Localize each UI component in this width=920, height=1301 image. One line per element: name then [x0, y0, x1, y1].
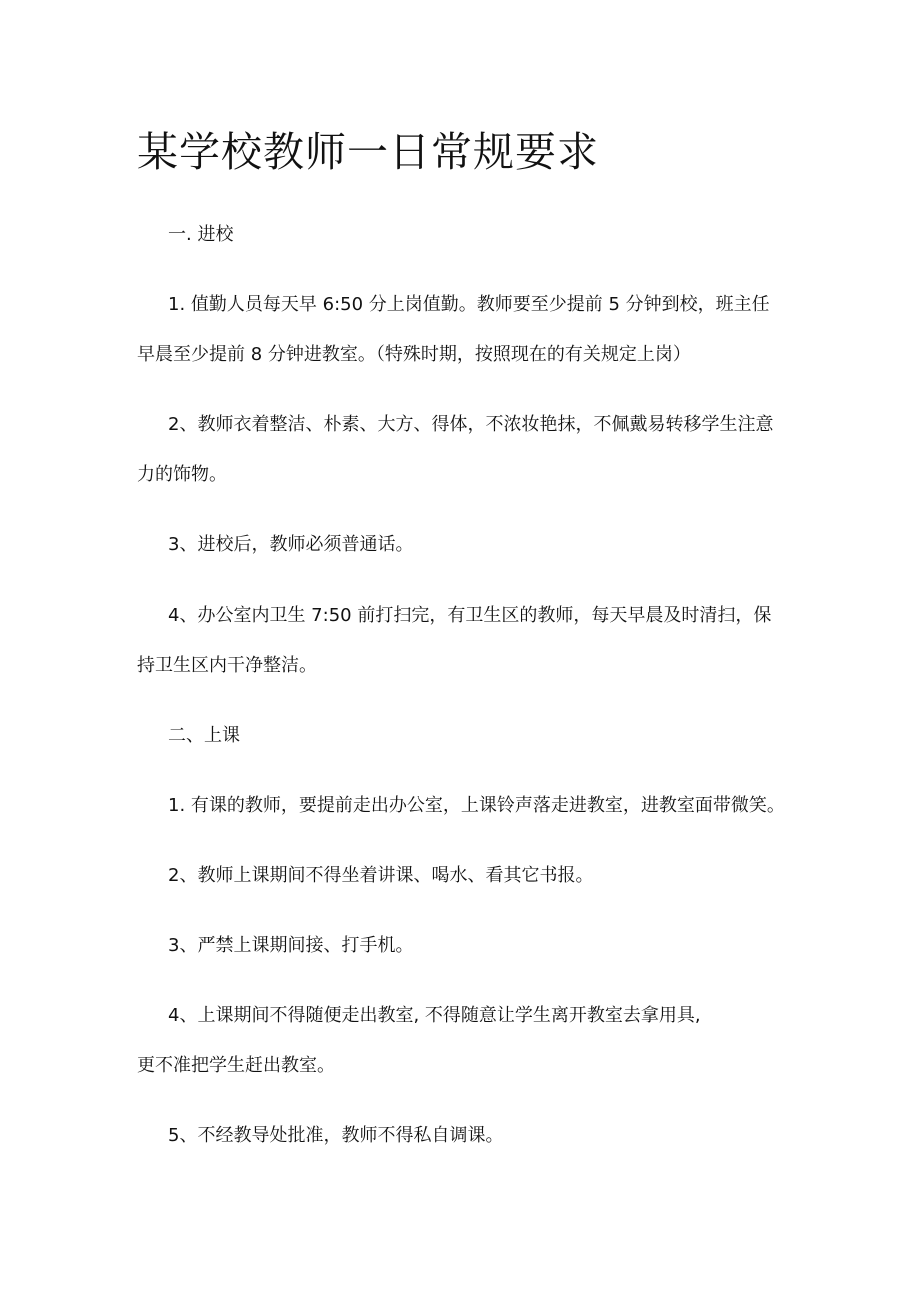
- rule-line: 5、不经教导处批准，教师不得私自调课。: [168, 1125, 504, 1146]
- section-heading-class: 二、上课: [168, 725, 240, 746]
- rule-line: 2、教师衣着整洁、朴素、大方、得体，不浓妆艳抹，不佩戴易转移学生注意: [168, 414, 774, 435]
- rule-line: 早晨至少提前 8 分钟进教室。（特殊时期，按照现在的有关规定上岗）: [137, 344, 691, 365]
- rule-line: 4、上课期间不得随便走出教室, 不得随意让学生离开教室去拿用具,: [168, 1005, 701, 1026]
- rule-line: 1. 值勤人员每天早 6:50 分上岗值勤。教师要至少提前 5 分钟到校，班主任: [168, 294, 770, 315]
- rule-line: 4、办公室内卫生 7:50 前打扫完，有卫生区的教师，每天早晨及时清扫，保: [168, 605, 772, 626]
- rule-line: 持卫生区内干净整洁。: [137, 655, 317, 676]
- rule-line: 3、进校后，教师必须普通话。: [168, 534, 414, 555]
- document-title: 某学校教师一日常规要求: [137, 128, 599, 176]
- rule-line: 更不准把学生赶出教室。: [137, 1055, 335, 1076]
- rule-line: 2、教师上课期间不得坐着讲课、喝水、看其它书报。: [168, 865, 594, 886]
- section-heading-enter-school: 一. 进校: [168, 224, 234, 245]
- rule-line: 3、严禁上课期间接、打手机。: [168, 935, 414, 956]
- rule-line: 1. 有课的教师，要提前走出办公室，上课铃声落走进教室，进教室面带微笑。: [168, 795, 785, 816]
- rule-line: 力的饰物。: [137, 464, 227, 485]
